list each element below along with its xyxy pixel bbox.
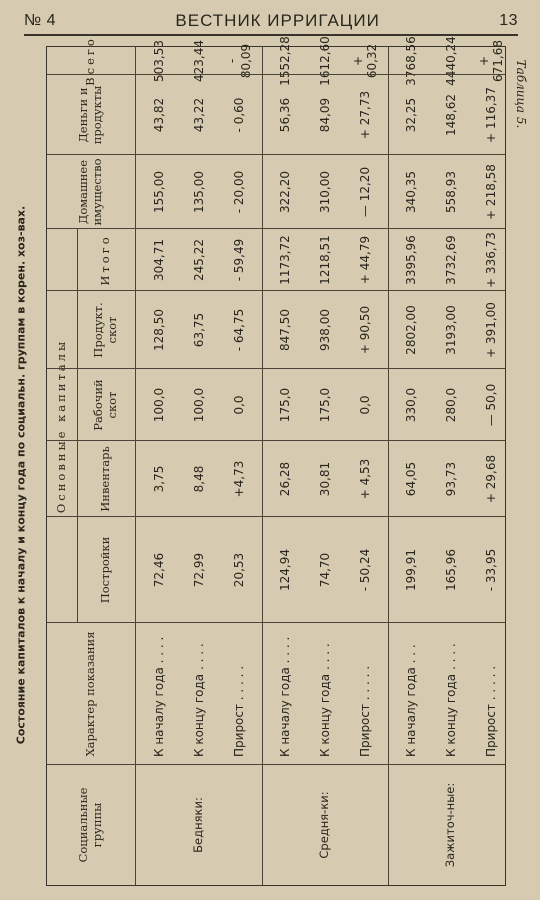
- table-cell: 64,05: [404, 461, 418, 497]
- table-cell: 124,94: [278, 549, 292, 591]
- table-cell: 310,00: [318, 171, 332, 213]
- table-cell: - 80,09: [225, 43, 253, 79]
- issue-number: № 4: [24, 12, 57, 29]
- table-cell: 100,0: [152, 387, 166, 423]
- table-cell: 847,50: [278, 309, 292, 351]
- data-table: [46, 36, 506, 886]
- table-cell: + 391,00: [484, 302, 498, 358]
- header-osnovnye-kapitaly: Основные капиталы: [54, 338, 69, 514]
- table-cell: - 50,24: [358, 548, 372, 592]
- table-cell: - 20,00: [232, 170, 246, 214]
- header-inventar: Инвентарь: [98, 446, 113, 512]
- table-cell: 165,96: [444, 549, 458, 591]
- column-rule: [47, 154, 505, 155]
- column-rule: [47, 74, 505, 75]
- group-divider: [388, 47, 389, 885]
- table-cell: 3193,00: [444, 305, 458, 355]
- table-cell: 0,0: [358, 395, 372, 415]
- table-cell: 245,22: [192, 239, 206, 281]
- column-rule: [47, 228, 505, 229]
- column-rule: [47, 764, 505, 765]
- header-rule: [135, 47, 136, 885]
- table-label: Таблица 5.: [514, 59, 528, 129]
- row-label: К концу года . . . .: [444, 643, 458, 757]
- journal-title: ВЕСТНИК ИРРИГАЦИИ: [175, 11, 380, 30]
- table-cell: 3732,69: [444, 235, 458, 285]
- header-indicator: Характер показания: [83, 631, 98, 757]
- table-cell: 1218,51: [318, 235, 332, 285]
- table-cell: 199,91: [404, 549, 418, 591]
- table-cell: + 27,73: [358, 90, 372, 140]
- table-cell: 155,00: [152, 171, 166, 213]
- table-cell: 175,0: [278, 387, 292, 423]
- row-label: К концу года . . . .: [318, 643, 332, 757]
- column-rule: [47, 622, 505, 623]
- table-cell: 135,00: [192, 171, 206, 213]
- table-cell: 74,70: [318, 552, 332, 588]
- table-caption: Состояние капиталов к началу и концу года по социальн. группам в корен. хоз-вах.: [14, 205, 28, 745]
- group-name: Зажиточ-ные:: [443, 782, 458, 868]
- table-cell: 3768,56: [404, 36, 418, 86]
- group-name: Бедняки:: [191, 797, 206, 853]
- table-cell: 30,81: [318, 461, 332, 497]
- table-cell: 558,93: [444, 171, 458, 213]
- table-cell: 1612,60: [318, 36, 332, 86]
- row-label: Прирост . . . . .: [358, 665, 372, 757]
- table-cell: 280,0: [444, 387, 458, 423]
- table-cell: 43,22: [192, 97, 206, 133]
- subheader-rule: [77, 229, 78, 623]
- table-cell: 72,46: [152, 552, 166, 588]
- table-cell: 72,99: [192, 552, 206, 588]
- table-cell: - 33,95: [484, 548, 498, 592]
- column-rule: [47, 516, 505, 517]
- table-cell: 43,82: [152, 97, 166, 133]
- column-rule: [47, 440, 505, 441]
- header-domashnee: Домашнее имущество: [76, 158, 104, 226]
- header-dengi: Деньги и продукты: [76, 85, 104, 145]
- table-cell: - 59,49: [232, 238, 246, 282]
- table-cell: 304,71: [152, 239, 166, 281]
- table-cell: 330,0: [404, 387, 418, 423]
- table-cell: 503,53: [152, 40, 166, 82]
- table-cell: 1173,72: [278, 235, 292, 285]
- table-cell: 938,00: [318, 309, 332, 351]
- header-group: Социальные группы: [76, 787, 104, 863]
- table-cell: 84,09: [318, 97, 332, 133]
- table-cell: 128,50: [152, 309, 166, 351]
- header-rabochiy: Рабочий скот: [91, 379, 119, 431]
- table-cell: 3395,96: [404, 235, 418, 285]
- table-cell: 2802,00: [404, 305, 418, 355]
- table-cell: 423,44: [192, 40, 206, 82]
- row-label: Прирост . . . . .: [232, 665, 246, 757]
- table-cell: — 50,0: [484, 383, 498, 427]
- table-cell: 3,75: [152, 465, 166, 493]
- table-cell: 0,0: [232, 395, 246, 415]
- table-cell: + 29,68: [484, 454, 498, 504]
- table-cell: 100,0: [192, 387, 206, 423]
- header-postroyki: Постройки: [98, 536, 113, 604]
- group-divider: [262, 47, 263, 885]
- table-cell: - 64,75: [232, 308, 246, 352]
- table-cell: 340,35: [404, 171, 418, 213]
- table-cell: 20,53: [232, 552, 246, 588]
- table-cell: 175,0: [318, 387, 332, 423]
- table-cell: 4440,24: [444, 36, 458, 86]
- table-cell: + 60,32: [351, 43, 379, 79]
- header-vsego: Всего: [83, 36, 98, 86]
- table-cell: 322,20: [278, 171, 292, 213]
- row-label: К концу года . . . .: [192, 643, 206, 757]
- page-header: [24, 8, 518, 36]
- table-cell: 148,62: [444, 94, 458, 136]
- page-number: 13: [499, 12, 518, 29]
- table-cell: + 4,53: [358, 458, 372, 500]
- rotated-table: [47, 36, 505, 885]
- table-cell: + 336,73: [484, 232, 498, 288]
- table-cell: 1552,28: [278, 36, 292, 86]
- row-label: К началу года . . . .: [152, 636, 166, 757]
- group-name: Средня-ки:: [317, 791, 332, 859]
- table-cell: 32,25: [404, 97, 418, 133]
- table-cell: - 0,60: [232, 97, 246, 133]
- table-cell: 63,75: [192, 312, 206, 348]
- row-label: К началу года . . . .: [278, 636, 292, 757]
- column-rule: [47, 290, 505, 291]
- header-itogo: Итого: [98, 234, 113, 286]
- table-cell: + 90,50: [358, 305, 372, 355]
- header-produkt: Продукт. скот: [91, 302, 119, 358]
- row-label: К началу года . . .: [404, 644, 418, 757]
- column-rule: [47, 368, 505, 369]
- row-label: Прирост . . . . .: [484, 665, 498, 757]
- table-cell: 93,73: [444, 461, 458, 497]
- table-cell: + 218,58: [484, 164, 498, 220]
- table-cell: 8,48: [192, 465, 206, 493]
- table-cell: — 12,20: [358, 166, 372, 218]
- table-cell: + 671,68: [477, 39, 505, 82]
- table-cell: + 116,37: [484, 87, 498, 143]
- table-cell: +4,73: [232, 460, 246, 498]
- table-cell: 56,36: [278, 97, 292, 133]
- table-cell: 26,28: [278, 461, 292, 497]
- table-cell: + 44,79: [358, 235, 372, 285]
